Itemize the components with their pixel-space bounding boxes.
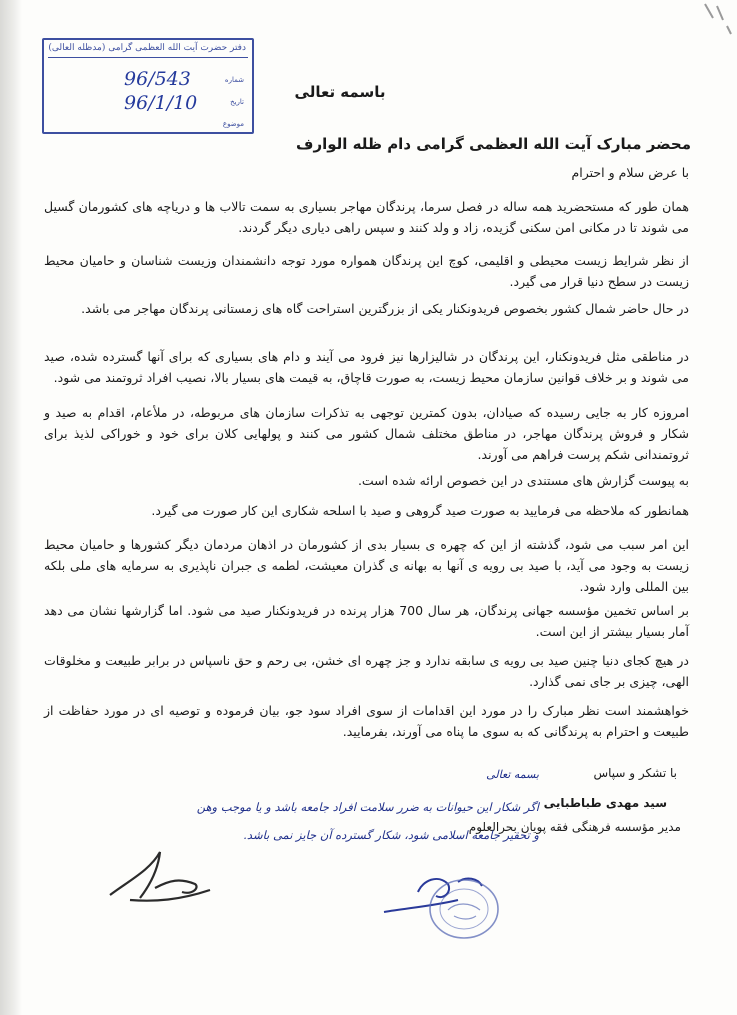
paragraph-6: به پیوست گزارش های مستندی در این خصوص ارائه شده است. [357, 473, 689, 488]
stamp-number-label: شماره [224, 76, 244, 84]
paragraph-3: در حال حاضر شمال کشور بخصوص فریدونکنار یکی از بزرگترین استراحت گاه های زمستانی پرندگان مهاجر می باشد. [81, 301, 689, 316]
paragraph-4: در مناطقی مثل فریدونکنار، این پرندگان در شالیزارها نیز فرود می آیند و دام های بسیاری که برای آنها گسترده شده، صید می شوند و بر خلاف قوانین سازمان محیط زیست، به صورت قاچاق، به قیمت های بسیار بالا، نصیب افراد ثروتمند می شود. [44, 349, 689, 385]
stamp-subject-label: موضوع [222, 120, 244, 128]
binder-edge [0, 0, 22, 1015]
stamp-date-value: 96/1/10 [124, 92, 198, 114]
letter-greeting: با عرض سلام و احترام [571, 165, 689, 180]
letter-recipient: محضر مبارک آیت الله العظمی گرامی دام ظله الوارف [296, 135, 691, 153]
stamp-organization: دفتر حضرت آیت الله العظمی گرامی (مدظله العالی) [48, 43, 246, 53]
page-corner-mark [687, 0, 737, 60]
stamp-date-label: تاریخ [230, 98, 244, 106]
paragraph-7: همانطور که ملاحظه می فرمایید به صورت صید گروهی و صید با اسلحه شکاری این کار صورت می گیرد. [151, 503, 689, 518]
reply-heading: بسمه تعالی [486, 768, 539, 781]
sender-title: مدیر مؤسسه فرهنگی فقه پویان بحرالعلوم [468, 820, 681, 834]
paragraph-5: امروزه کار به جایی رسیده که صیادان، بدون کمترین توجهی به تذکرات سازمان های مربوطه، در ملأعام، اقدام به صید و شکار و فروش پرندگان مهاجر، در مناطق مختلف شمال کشور می کنند و پولهایی کلان برای خود و خوراکی لذیذ برای ثروتمندانی شکم پرست فراهم می آورند. [44, 405, 689, 462]
paragraph-10: در هیچ کجای دنیا چنین صید بی رویه ی سابقه ندارد و جز چهره ای خشن، بی رحم و حق ناسپاس در برابر طبیعت و مخلوقات الهی، چیزی بر جای نمی گذارد. [44, 653, 689, 689]
reply-line-1: اگر شکار این حیوانات به ضرر سلامت افراد جامعه باشد و یا موجب وهن [196, 800, 539, 814]
reply-line-2: و تحقیر جامعه اسلامی شود، شکار گسترده آن جایز نمی باشد. [243, 828, 539, 842]
paragraph-2: از نظر شرایط زیست محیطی و اقلیمی، کوچ این پرندگان همواره مورد توجه دانشمندان وزیست شناسان و حامیان محیط زیست در سطح دنیا قرار می گیرد. [44, 253, 689, 289]
stamp-number-value: 96/543 [124, 68, 191, 90]
closing-line: با تشکر و سپاس [593, 766, 677, 780]
paragraph-11: خواهشمند است نظر مبارک را در مورد این اقدامات از سوی افراد سود جو، بیان فرموده و توصیه ای در مورد حفاظت از طبیعت و احترام به پرندگانی که به سوی ما پناه می آورند، بفرمایید. [44, 703, 689, 739]
registration-stamp [42, 38, 254, 134]
letter-title: باسمه تعالی [294, 83, 386, 101]
sender-name: سید مهدی طباطبایی [543, 796, 667, 810]
paragraph-9: بر اساس تخمین مؤسسه جهانی پرندگان، هر سال 700 هزار پرنده در فریدونکنار صید می شود. اما گزارشها نشان می دهد آمار بسیار بیشتر از این است. [44, 603, 690, 639]
paragraph-1: همان طور که مستحضرید همه ساله در فصل سرما، پرندگان مهاجر بسیاری به سمت تالاب ها و دریاچه های کشورمان گسیل می شوند تا در مکانی امن سکنی گزیده، زاد و ولد کنند و سپس راهی دیاری دیگر گردند. [44, 199, 689, 235]
office-seal [426, 876, 502, 942]
paragraph-8: این امر سبب می شود، گذشته از این که چهره ی بسیار بدی از کشورمان در اذهان مردمان دیگر کشورها و حامیان محیط زیست به وجود می آید، با صید بی رویه ی آنها به بهانه ی گذران معیشت، لطمه ی جبران ناپذیری به سرمایه های ملی بلکه بین المللی وارد شود. [44, 537, 689, 594]
sender-signature [100, 840, 220, 910]
